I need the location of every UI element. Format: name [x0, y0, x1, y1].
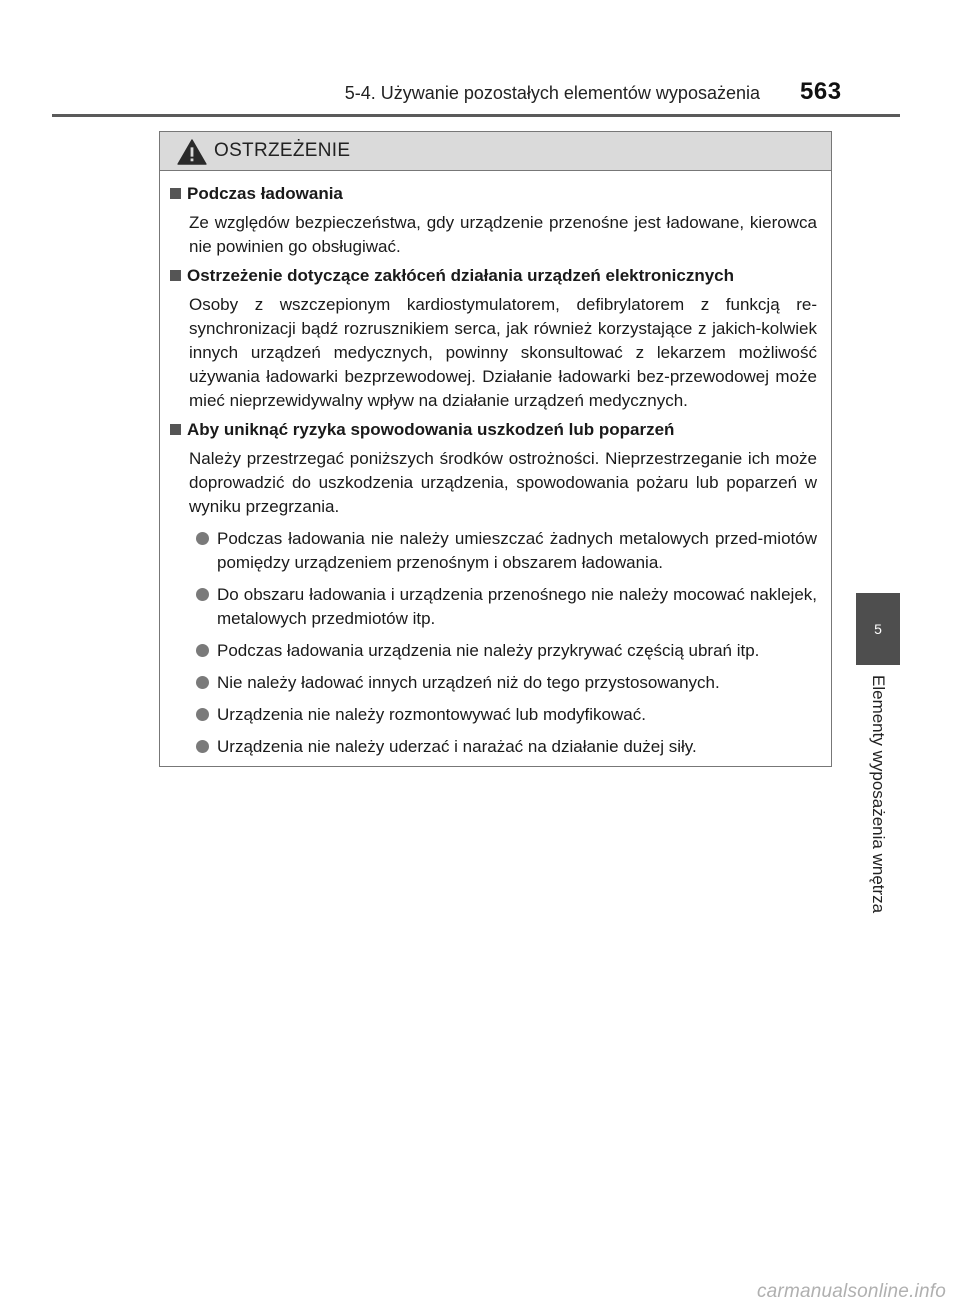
list-item	[169, 703, 817, 727]
round-bullet-icon	[196, 708, 209, 721]
warning-title: OSTRZEŻENIE	[214, 140, 351, 161]
list-item-text: Do obszaru ładowania i urządzenia przenośnego nie należy mocować naklejek, metalowych przedmiotów itp.	[217, 585, 817, 628]
list-item-text: Nie należy ładować innych urządzeń niż do tego przystosowanych.	[217, 673, 720, 692]
section-heading	[169, 182, 817, 206]
chapter-tab	[856, 593, 900, 665]
section-heading-text: Podczas ładowania	[187, 184, 343, 203]
running-header-title: 5-4. Używanie pozostałych elementów wyposażenia	[344, 83, 760, 103]
square-bullet-icon	[170, 188, 181, 199]
list-item	[169, 735, 817, 759]
list-item-text: Urządzenia nie należy uderzać i narażać na działanie dużej siły.	[217, 737, 697, 756]
list-item	[169, 583, 817, 631]
round-bullet-icon	[196, 644, 209, 657]
chapter-title-vertical: Elementy wyposażenia wnętrza	[869, 675, 888, 914]
section-paragraph: Należy przestrzegać poniższych środków ostrożności. Nieprzestrzeganie ich może doprowadzić do uszkodzenia urządzenia, spowodowania pożaru lub poparzeń w wyniku przegrzania.	[189, 449, 817, 516]
round-bullet-icon	[196, 676, 209, 689]
round-bullet-icon	[196, 740, 209, 753]
warning-box	[159, 131, 832, 767]
footer-watermark: carmanualsonline.info	[756, 1281, 946, 1302]
square-bullet-icon	[170, 270, 181, 281]
section-paragraph: Osoby z wszczepionym kardiostymulatorem, defibrylatorem z funkcją re-synchronizacji bądź rozrusznikiem serca, jak również korzystające z jakich-kolwiek innych urządzeń medycznych, powinny skonsultować z lekarzem możliwość używania ładowarki bezprzewodowej. Działanie ładowarki bez-przewodowej może mieć nieprzewidywalny wpływ na działanie urządzeń medycznych.	[189, 295, 817, 410]
list-item-text: Podczas ładowania nie należy umieszczać żadnych metalowych przed-miotów pomiędzy urządzeniem przenośnym i obszarem ładowania.	[217, 529, 817, 572]
list-item	[169, 527, 817, 575]
page-number: 563	[800, 78, 842, 105]
warning-triangle-icon	[176, 139, 208, 165]
list-item	[169, 671, 817, 695]
list-item-text: Podczas ładowania urządzenia nie należy przykrywać częścią ubrań itp.	[217, 641, 760, 660]
section-paragraph: Ze względów bezpieczeństwa, gdy urządzenie przenośne jest ładowane, kierowca nie powinien go obsługiwać.	[189, 213, 817, 256]
round-bullet-icon	[196, 532, 209, 545]
list-item-text: Urządzenia nie należy rozmontowywać lub modyfikować.	[217, 705, 646, 724]
warning-header	[160, 132, 831, 171]
section-heading	[169, 418, 817, 442]
round-bullet-icon	[196, 588, 209, 601]
square-bullet-icon	[170, 424, 181, 435]
list-item	[169, 639, 817, 663]
chapter-number: 5	[874, 621, 882, 637]
header-rule	[52, 114, 900, 117]
section-heading	[169, 264, 817, 288]
warning-body	[160, 171, 831, 759]
section-heading-text: Aby uniknąć ryzyka spowodowania uszkodzeń lub poparzeń	[187, 420, 675, 439]
section-heading-text: Ostrzeżenie dotyczące zakłóceń działania urządzeń elektronicznych	[187, 266, 735, 285]
